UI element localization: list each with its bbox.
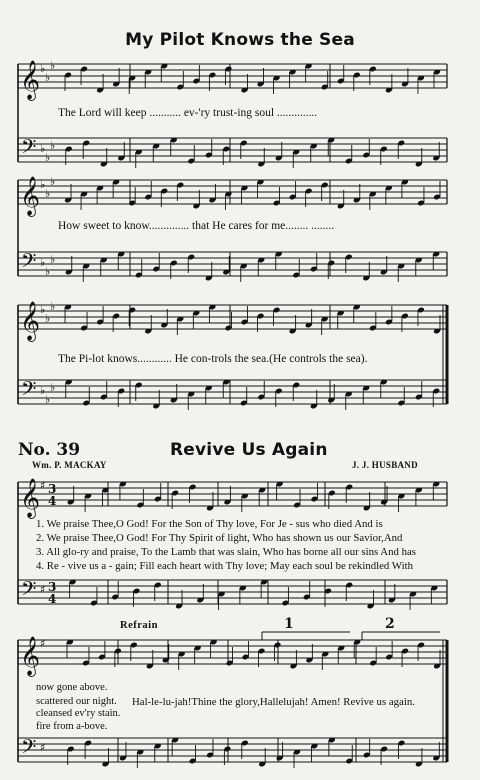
bass-clef-icon: 𝄢 xyxy=(21,135,37,163)
refrain-label: Refrain xyxy=(120,620,158,631)
hymn1-title: My Pilot Knows the Sea xyxy=(125,30,355,50)
treble-clef-icon: 𝄞 xyxy=(20,478,41,518)
flat-icon: ♭ xyxy=(40,384,46,397)
verse-3: 3. All glo-ry and praise, To the Lamb that was slain, Who has borne all our sins And has xyxy=(36,546,416,558)
flat-icon: ♭ xyxy=(50,59,56,72)
second-ending-number: 2 xyxy=(385,616,395,632)
flat-icon: ♭ xyxy=(40,62,46,75)
bass-clef-icon: 𝄢 xyxy=(21,377,37,405)
flat-icon: ♭ xyxy=(40,256,46,269)
hymn1-lyric-line-1: The Lord will keep ........... ev-'ry trust-ing soul .............. xyxy=(58,107,318,119)
verse-ending-3: cleansed ev'ry stain. xyxy=(36,708,121,719)
verse-4: 4. Re - vive us a - gain; Fill each heart with Thy love; May each soul be rekindled With xyxy=(36,560,413,572)
flat-icon: ♭ xyxy=(40,303,46,316)
flat-icon: ♭ xyxy=(40,142,46,155)
hymn-number: No. 39 xyxy=(18,440,81,460)
flat-icon: ♭ xyxy=(40,178,46,191)
flat-icon: ♭ xyxy=(45,312,51,325)
sharp-icon: ♯ xyxy=(40,741,46,754)
time-signature-bottom: 4 xyxy=(48,494,57,508)
sharp-icon: ♯ xyxy=(40,479,46,492)
hymn1-lyric-line-3: The Pi-lot knows............ He con-trols the sea.(He controls the sea). xyxy=(58,353,368,365)
flat-icon: ♭ xyxy=(50,381,56,394)
bass-clef-icon: 𝄢 xyxy=(21,735,37,763)
flat-icon: ♭ xyxy=(50,300,56,313)
time-signature-top: 3 xyxy=(48,482,57,496)
treble-clef-icon: 𝄞 xyxy=(20,176,41,216)
flat-icon: ♭ xyxy=(45,393,51,406)
first-ending-number: 1 xyxy=(284,616,294,632)
treble-clef-icon: 𝄞 xyxy=(20,301,41,341)
time-signature-bottom: 4 xyxy=(48,592,57,606)
flat-icon: ♭ xyxy=(45,151,51,164)
time-signature-top: 3 xyxy=(48,580,57,594)
hymn1-lyric-line-2: How sweet to know.............. that He cares for me........ ........ xyxy=(58,220,335,232)
sharp-icon: ♯ xyxy=(40,637,46,650)
flat-icon: ♭ xyxy=(50,253,56,266)
refrain-text: Hal-le-lu-jah!Thine the glory,Hallelujah! Amen! Revive us again. xyxy=(132,696,415,708)
verse-2: 2. We praise Thee,O God! For Thy Spirit of light, Who has shown us our Savior,And xyxy=(36,532,403,544)
treble-clef-icon: 𝄞 xyxy=(20,636,41,676)
bass-clef-icon: 𝄢 xyxy=(21,249,37,277)
verse-ending-1: now gone above. xyxy=(36,682,108,693)
treble-clef-icon: 𝄞 xyxy=(20,60,41,100)
verse-ending-4: fire from a-bove. xyxy=(36,721,108,732)
bass-clef-icon: 𝄢 xyxy=(21,577,37,605)
words-by: Wm. P. MACKAY xyxy=(32,460,107,470)
flat-icon: ♭ xyxy=(45,265,51,278)
verse-1: 1. We praise Thee,O God! For the Son of Thy love, For Je - sus who died And is xyxy=(36,518,383,530)
hymn2-title: Revive Us Again xyxy=(170,440,328,460)
flat-icon: ♭ xyxy=(45,187,51,200)
flat-icon: ♭ xyxy=(50,175,56,188)
sharp-icon: ♯ xyxy=(40,583,46,596)
music-by: J. J. HUSBAND xyxy=(352,460,418,470)
flat-icon: ♭ xyxy=(45,71,51,84)
flat-icon: ♭ xyxy=(50,139,56,152)
verse-ending-2: scattered our night. xyxy=(36,696,117,707)
